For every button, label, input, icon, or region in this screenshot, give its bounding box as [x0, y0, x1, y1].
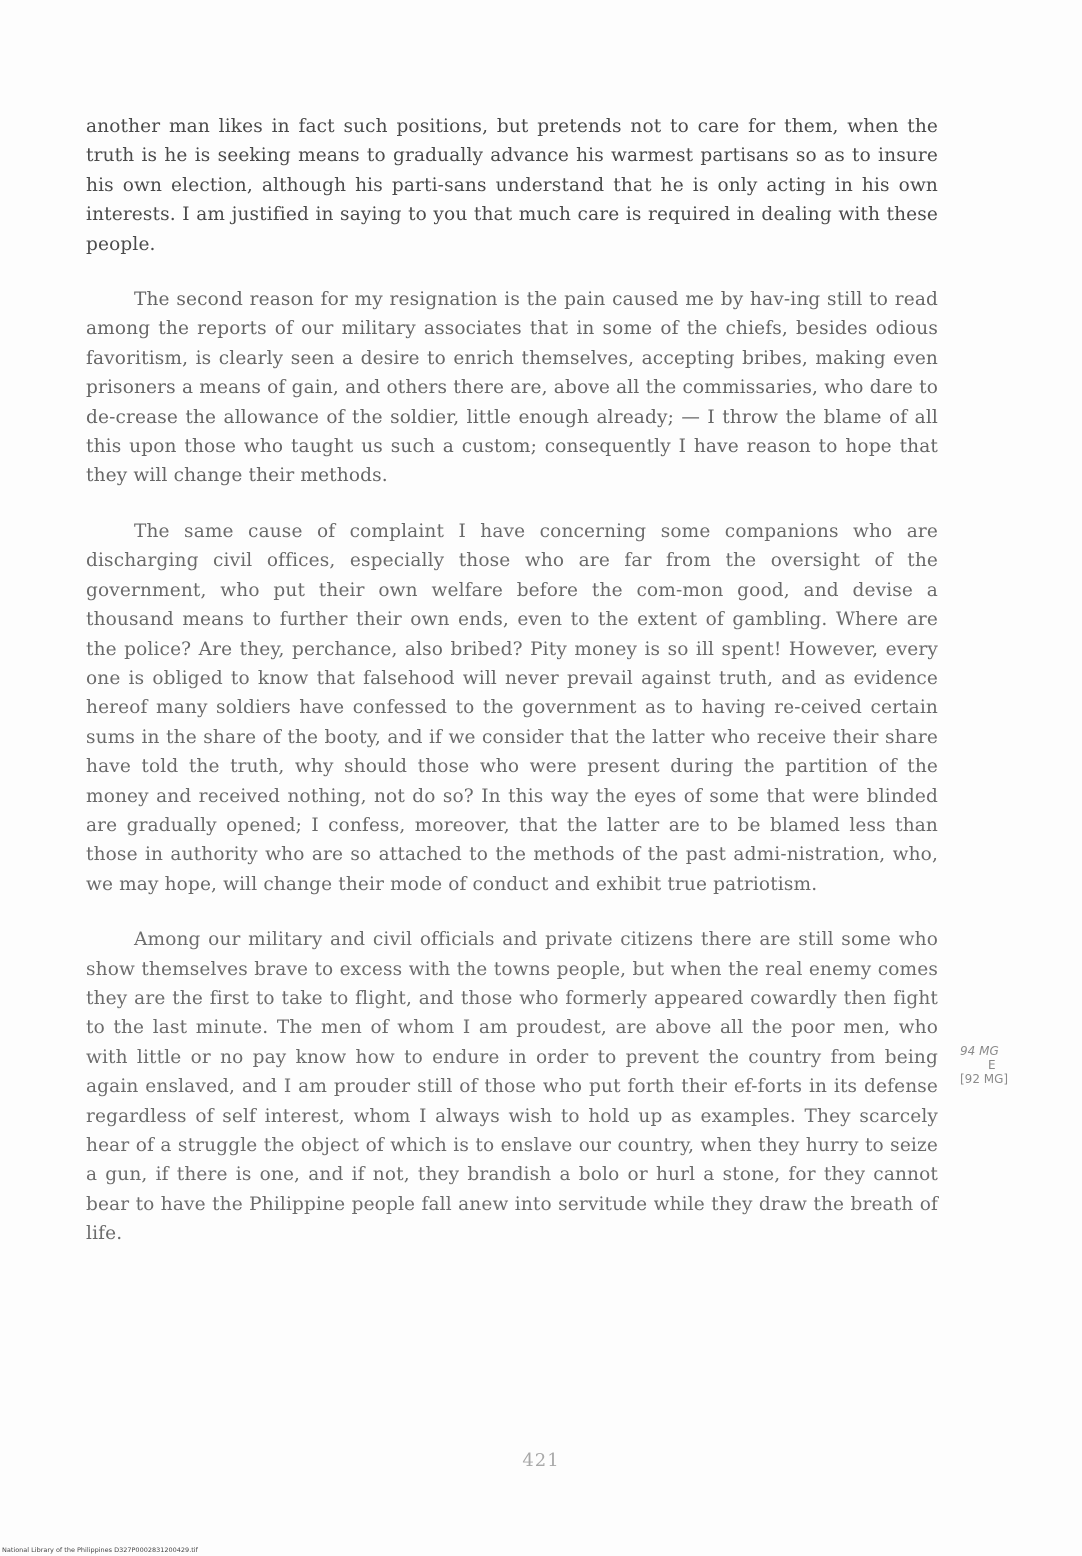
- paragraph-2: The second reason for my resignation is the pain caused me by hav-ing still to read among the reports of our military associates that in some of the chiefs, besides odious favoritism, is clearly seen a desire to enrich themselves, accepting bribes, making even prisoners a means of gain, and others there are, above all the commissaries, who dare to de-crease the allowance of the soldier, little enough already; — I throw the blame of all this upon those who taught us such a custom; consequently I have reason to hope that they will change their methods.: [86, 289, 938, 487]
- paragraph-3: The same cause of complaint I have concerning some companions who are discharging civil offices, especially those who are far from the oversight of the government, who put their own welfare before the com-mon good, and devise a thousand means to further their own ends, even to the extent of gambling. Where are the police? Are they, perchance, also bribed? Pity money is so ill spent! However, every one is obliged to know that falsehood will never prevail against truth, and as evidence hereof many soldiers have confessed to the government as to having re-ceived certain sums in the share of the booty, and if we consider that the latter who receive their share have told the truth, why should those who were present during the partition of the money and received nothing, not do so? In this way the eyes of some that were blinded are gradually opened; I confess, moreover, that the latter are to be blamed less than those in authority who are so attached to the methods of the past admi-nistration, who, we may hope, will change their mode of conduct and exhibit true patriotism.: [86, 520, 938, 895]
- scan-credit: National Library of the Philippines D327P0002831200429.tif: [2, 1546, 198, 1554]
- body-text: [86, 112, 938, 1249]
- page-number: 421: [522, 1450, 560, 1471]
- margin-annotation-line-3: [92 MG]: [960, 1072, 1009, 1086]
- paragraph-1: another man likes in fact such positions, but pretends not to care for them, when the truth is he is seeking means to gradually advance his warmest partisans so as to insure his own election, although his parti-sans understand that he is only acting in his own interests. I am justified in saying to you that much care is required in dealing with these people.: [86, 116, 938, 255]
- paragraph-4: Among our military and civil officials and private citizens there are still some who show themselves brave to excess with the towns people, but when the real enemy comes they are the first to take to flight, and those who formerly appeared cowardly then fight to the last minute. The men of whom I am proudest, are above all the poor men, who with little or no pay know how to endure in order to prevent the country from being again enslaved, and I am prouder still of those who put forth their ef-forts in its defense regardless of self interest, whom I always wish to hold up as examples. They scarcely hear of a struggle the object of which is to enslave our country, when they hurry to seize a gun, if there is one, and if not, they brandish a bolo or hurl a stone, for they cannot bear to have the Philippine people fall anew into servitude while they draw the breath of life.: [86, 929, 938, 1245]
- margin-annotation-line-2: E: [988, 1058, 996, 1072]
- margin-annotation: [960, 1044, 1040, 1086]
- margin-annotation-line-1: 94 MG: [960, 1044, 999, 1058]
